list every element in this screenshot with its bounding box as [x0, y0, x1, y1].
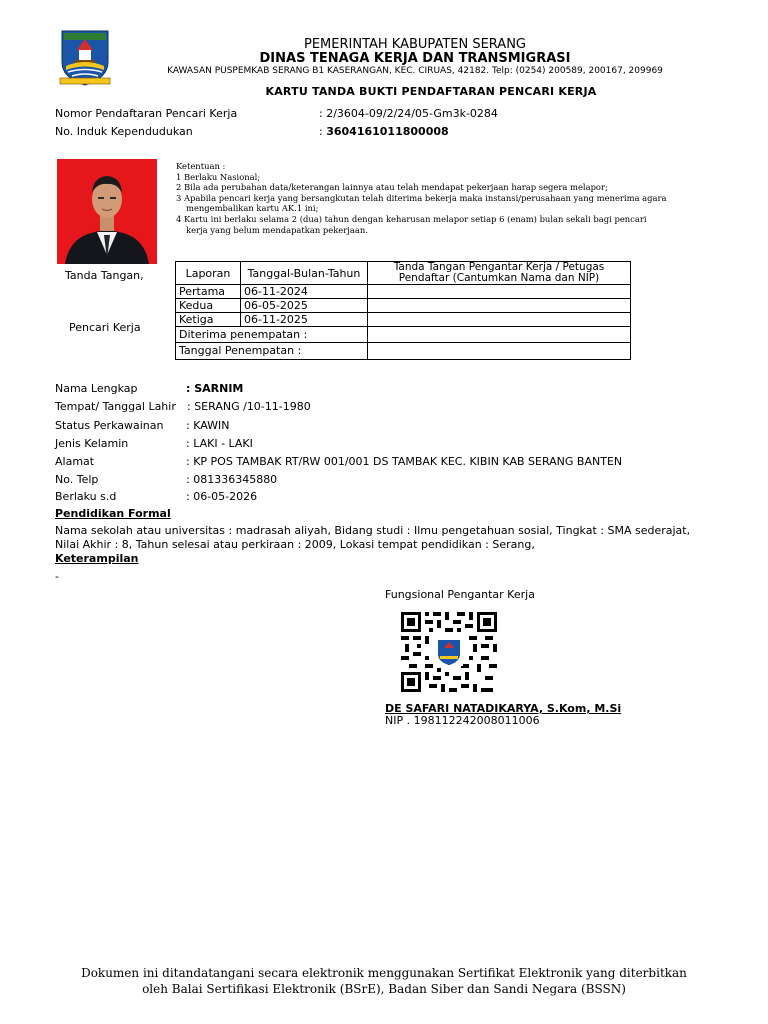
- ketentuan-item: 1 Berlaku Nasional;: [176, 171, 261, 182]
- table-row: [176, 327, 631, 343]
- report-label: Kedua: [176, 299, 241, 313]
- marital-status-label: Status Perkawainan: [55, 419, 164, 432]
- ketentuan-list: [176, 161, 716, 235]
- official-position: Fungsional Pengantar Kerja: [385, 588, 535, 601]
- footer-line: oleh Balai Sertifikasi Elektronik (BSrE), Badan Siber dan Sandi Negara (BSSN): [142, 982, 626, 996]
- applicant-photo: [57, 159, 157, 264]
- report-date: 06-11-2025: [241, 313, 368, 327]
- report-signature-cell: [368, 299, 631, 313]
- footer-line: Dokumen ini ditandatangani secara elektronik menggunakan Sertifikat Elektronik yang diterbitkan: [81, 966, 687, 980]
- tanggal-penempatan-label: Tanggal Penempatan :: [176, 343, 368, 360]
- report-date: 06-11-2024: [241, 285, 368, 299]
- table-header-signature: Tanda Tangan Pengantar Kerja / Petugas Pendaftar (Cantumkan Nama dan NIP): [368, 262, 631, 285]
- registration-number-value: : 2/3604-09/2/24/05-Gm3k-0284: [319, 107, 498, 120]
- table-row: [176, 285, 631, 299]
- address-label: Alamat: [55, 455, 95, 468]
- ketentuan-item: 2 Bila ada perubahan data/keterangan lainnya atau telah mendapat pekerjaan harap segera melapor;: [176, 182, 608, 193]
- valid-until-value: : 06-05-2026: [186, 490, 258, 503]
- nik-label: No. Induk Kependudukan: [55, 125, 193, 138]
- ketentuan-item: 4 Kartu ini berlaku selama 2 (dua) tahun dengan keharusan melapor setiap 6 (enam) bulan sekali bagi pencari: [176, 213, 647, 224]
- nik-value: [319, 125, 449, 138]
- skills-heading: Keterampilan: [55, 552, 139, 565]
- diterima-penempatan-label: Diterima penempatan :: [176, 327, 368, 343]
- card-title: KARTU TANDA BUKTI PENDAFTARAN PENCARI KERJA: [265, 85, 597, 98]
- education-heading: Pendidikan Formal: [55, 507, 171, 520]
- signature-label: Tanda Tangan,: [65, 269, 144, 282]
- agency-name: DINAS TENAGA KERJA DAN TRANSMIGRASI: [259, 51, 571, 66]
- tanggal-penempatan-cell: [368, 343, 631, 360]
- diterima-penempatan-cell: [368, 327, 631, 343]
- name-label: Nama Lengkap: [55, 382, 138, 395]
- job-seeker-label: Pencari Kerja: [69, 321, 141, 334]
- birth-value: : SERANG /10-11-1980: [187, 400, 311, 413]
- official-name: DE SAFARI NATADIKARYA, S.Kom, M.Si: [385, 702, 622, 715]
- official-nip: NIP . 198112242008011006: [385, 714, 540, 727]
- nik-number: 3604161011800008: [326, 125, 449, 138]
- report-table: [175, 261, 631, 360]
- table-header-date: Tanggal-Bulan-Tahun: [241, 262, 368, 285]
- phone-label: No. Telp: [55, 473, 99, 486]
- birth-label: Tempat/ Tanggal Lahir: [55, 400, 176, 413]
- table-row: [176, 313, 631, 327]
- government-name: PEMERINTAH KABUPATEN SERANG: [304, 37, 526, 52]
- report-label: Pertama: [176, 285, 241, 299]
- marital-status-value: : KAWIN: [186, 419, 230, 432]
- table-row: [176, 299, 631, 313]
- ketentuan-item-continued: mengembalikan kartu AK.1 ini;: [186, 203, 319, 214]
- gender-label: Jenis Kelamin: [55, 437, 129, 450]
- qr-code-icon: [401, 612, 497, 692]
- table-row: [176, 343, 631, 360]
- education-text: Nama sekolah atau universitas : madrasah aliyah, Bidang studi : Ilmu pengetahuan sosial, Tingkat : SMA sederajat, Nilai Akhir : 8, Tahun selesai atau perkiraan : 2009, Lokasi tempat pendidikan : Serang,: [55, 524, 691, 551]
- name-value: : SARNIM: [186, 382, 244, 395]
- electronic-signature-notice: [0, 965, 768, 997]
- gender-value: : LAKI - LAKI: [186, 437, 253, 450]
- address-value: : KP POS TAMBAK RT/RW 001/001 DS TAMBAK KEC. KIBIN KAB SERANG BANTEN: [186, 455, 623, 468]
- skills-value: -: [55, 570, 59, 583]
- table-header-laporan: Laporan: [176, 262, 241, 285]
- valid-until-label: Berlaku s.d: [55, 490, 117, 503]
- report-signature-cell: [368, 285, 631, 299]
- kabupaten-serang-logo-icon: [58, 28, 112, 86]
- report-date: 06-05-2025: [241, 299, 368, 313]
- ketentuan-item-continued: kerja yang belum mendapatkan pekerjaan.: [186, 224, 368, 235]
- report-signature-cell: [368, 313, 631, 327]
- agency-address: KAWASAN PUSPEMKAB SERANG B1 KASERANGAN, KEC. CIRUAS, 42182. Telp: (0254) 200589, 200167, 209969: [167, 66, 663, 76]
- ketentuan-item: 3 Apabila pencari kerja yang bersangkutan telah diterima bekerja maka instansi/perusahaan yang menerima agara: [176, 192, 667, 203]
- ketentuan-title: Ketentuan :: [176, 161, 226, 171]
- phone-value: : 081336345880: [186, 473, 278, 486]
- registration-number-label: Nomor Pendaftaran Pencari Kerja: [55, 107, 238, 120]
- nik-colon: :: [319, 125, 327, 138]
- report-label: Ketiga: [176, 313, 241, 327]
